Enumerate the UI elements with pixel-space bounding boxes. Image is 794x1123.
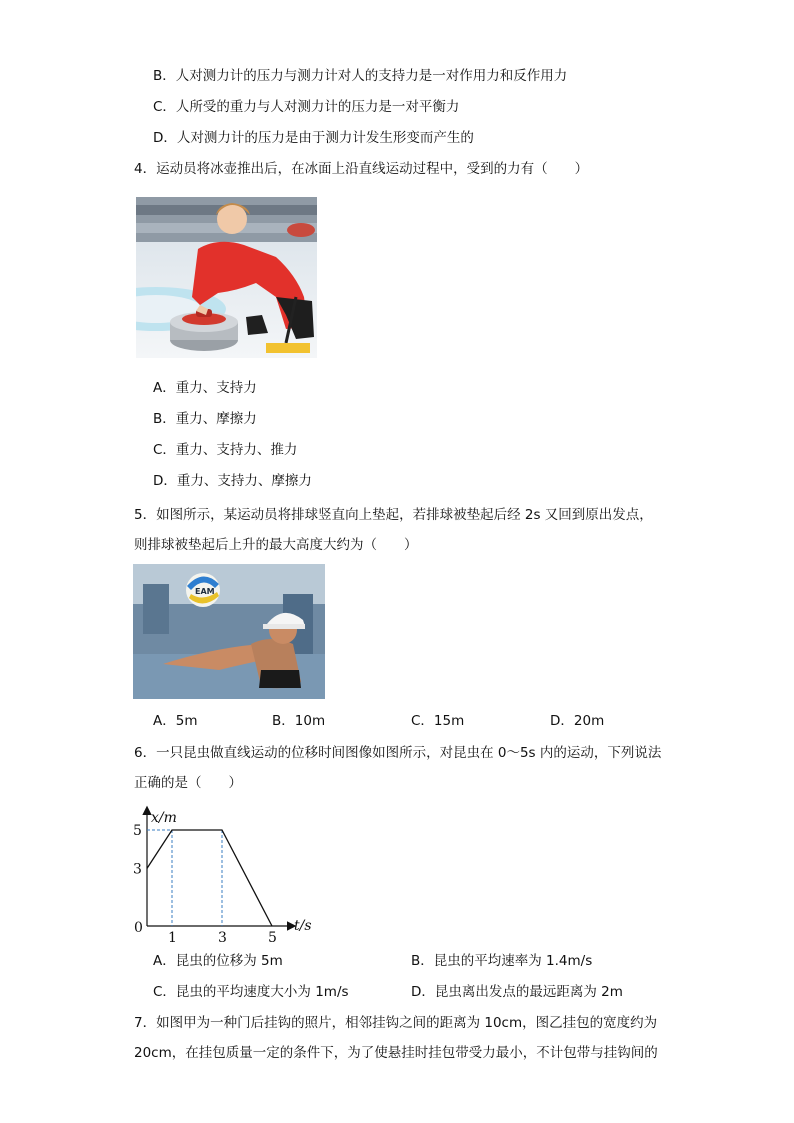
volleyball-illustration [133, 564, 325, 699]
q5-stem-line1: 5．如图所示，某运动员将排球竖直向上垫起，若排球被垫起后经 2s 又回到原出发点， [134, 507, 653, 523]
q6-stem-line2: 正确的是（ ） [134, 775, 242, 791]
origin-label: 0 [134, 920, 143, 936]
x-axis-label: t/s [294, 918, 312, 934]
q3-option-b: B．人对测力计的压力与测力计对人的支持力是一对作用力和反作用力 [153, 68, 568, 84]
q7-line1: 7．如图甲为一种门后挂钩的照片，相邻挂钩之间的距离为 10cm，图乙挂包的宽度约为 [134, 1015, 658, 1031]
q5-option-a: A．5m [153, 713, 198, 729]
curling-illustration [136, 197, 317, 358]
q4-stem: 4．运动员将冰壶推出后，在冰面上沿直线运动过程中，受到的力有（ ） [134, 161, 589, 177]
y-tick-label: 3 [133, 861, 142, 878]
q3-option-c: C．人所受的重力与人对测力计的压力是一对平衡力 [153, 99, 460, 115]
q5-option-d: D．20m [550, 713, 605, 729]
displacement-time-graph [128, 800, 328, 945]
q5-option-c: C．15m [411, 713, 465, 729]
q6-stem-line1: 6．一只昆虫做直线运动的位移时间图像如图所示，对昆虫在 0～5s 内的运动，下列说法 [134, 745, 662, 761]
x-tick-label: 5 [268, 930, 277, 945]
x-tick-label: 1 [168, 930, 177, 945]
q4-option-a: A．重力、支持力 [153, 380, 257, 396]
volleyball-photo [133, 564, 325, 699]
q4-option-b: B．重力、摩擦力 [153, 411, 257, 427]
q6-option-a: A．昆虫的位移为 5m [153, 953, 283, 969]
curling-photo [136, 197, 317, 358]
q4-option-d: D．重力、支持力、摩擦力 [153, 473, 312, 489]
series-line [147, 830, 272, 926]
q7-line2: 20cm，在挂包质量一定的条件下，为了使悬挂时挂包带受力最小，不计包带与挂钩间的 [134, 1045, 658, 1061]
q5-stem-line2: 则排球被垫起后上升的最大高度大约为（ ） [134, 537, 418, 553]
y-axis-label: x/m [151, 810, 177, 826]
ball-logo-text: EAM [195, 587, 215, 596]
q5-option-b: B．10m [272, 713, 326, 729]
q6-option-b: B．昆虫的平均速率为 1.4m/s [411, 953, 593, 969]
q6-option-c: C．昆虫的平均速度大小为 1m/s [153, 984, 349, 1000]
x-tick-label: 3 [218, 930, 227, 945]
q6-option-d: D．昆虫离出发点的最远距离为 2m [411, 984, 623, 1000]
q3-option-d: D．人对测力计的压力是由于测力计发生形变而产生的 [153, 130, 474, 146]
q4-option-c: C．重力、支持力、推力 [153, 442, 298, 458]
y-tick-label: 5 [133, 823, 142, 839]
